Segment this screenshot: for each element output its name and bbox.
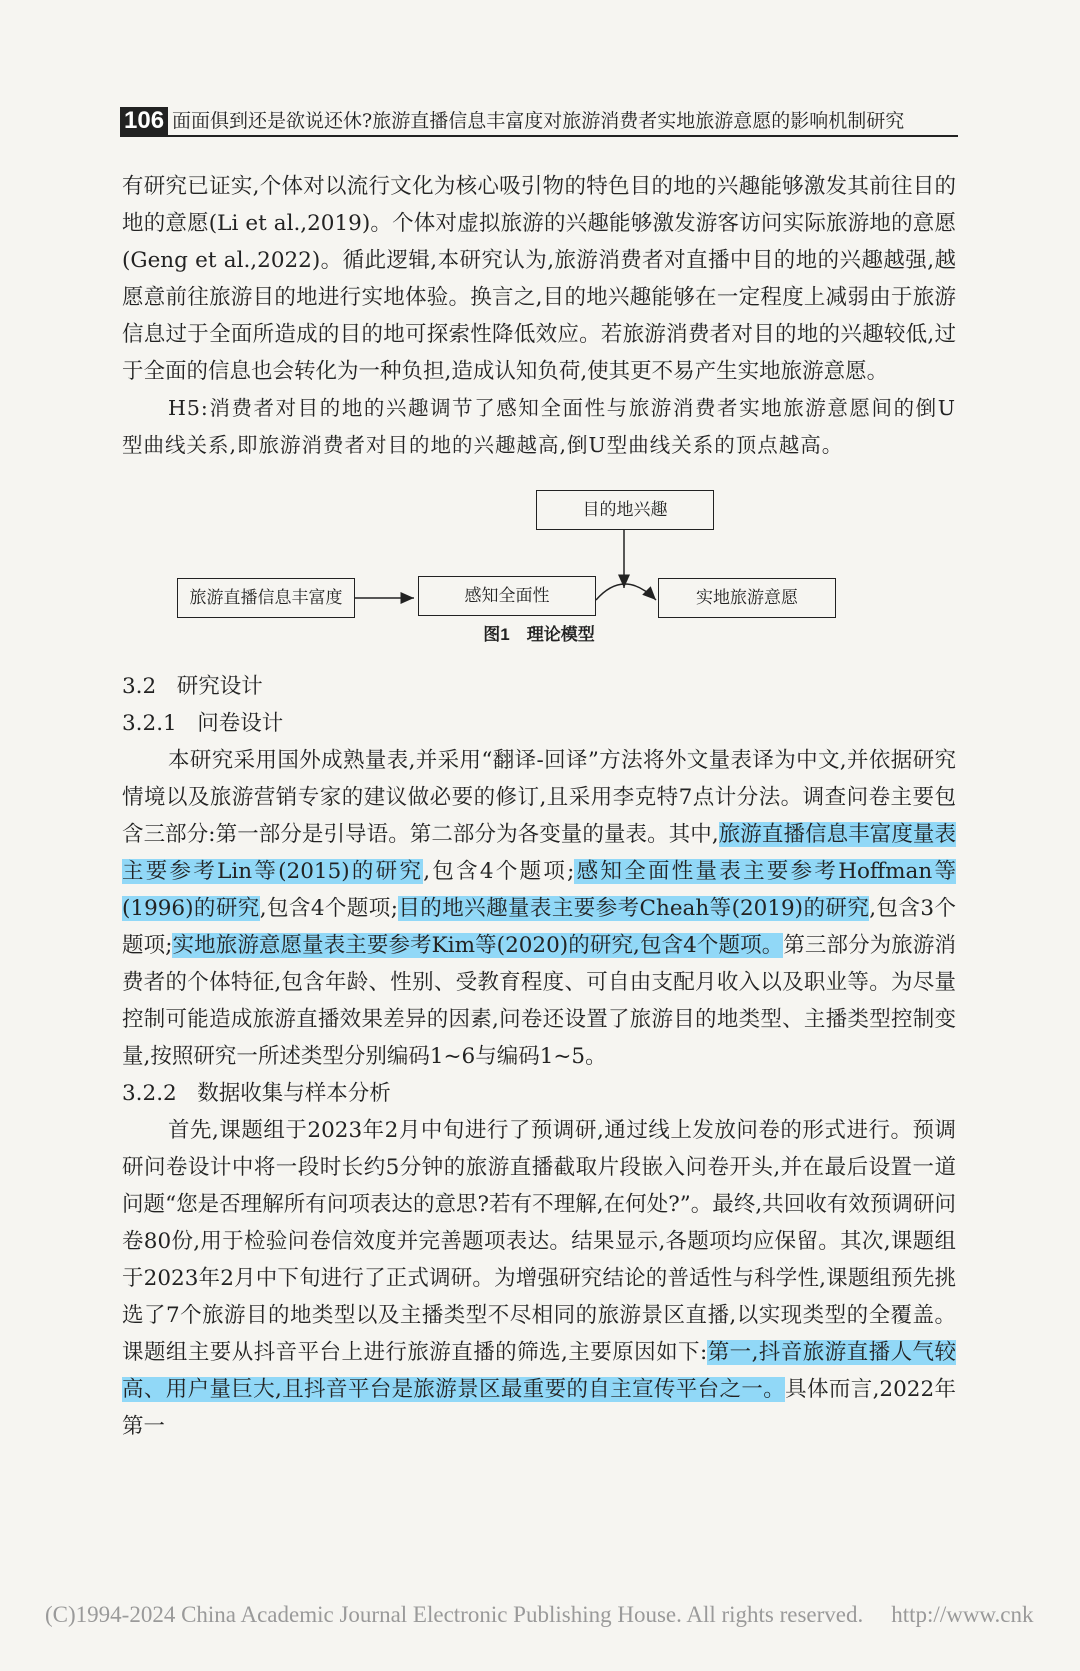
text-span: ,包含3个题项; [122,896,956,958]
article-body [122,168,956,1445]
text-span: 首先,课题组于2023年2月中旬进行了预调研,通过线上发放问卷的形式进行。预调研问卷设计中将一段时长约5分钟的旅游直播截取片段嵌入问卷开头,并在最后设置一道问题“您是否理解所有问项表达的意思?若有不理解,在何处?”。最终,共回收有效预调研问卷80份,用于检验问卷信效度并完善题项表达。结果显示,各题项均应保留。其次,课题组于2023年2月中下旬进行了正式调研。为增强研究结论的普适性与科学性,课题组预先挑选了7个旅游目的地类型以及主播类型不尽相同的旅游景区直播,以实现类型的全覆盖。课题组主要从抖音平台上进行旅游直播的筛选,主要原因如下: [122,1118,956,1365]
highlight: 旅游直播信息丰富度量表主要参考Lin等(2015)的研究 [122,822,956,884]
section-heading-3-2 [122,668,956,705]
copyright-text: (C)1994-2024 China Academic Journal Electronic Publishing House. All rights reserved. [45,1602,864,1627]
footer-url[interactable]: http://www.cnk [891,1602,1034,1627]
text-span: 本研究采用国外成熟量表,并采用“翻译-回译”方法将外文量表译为中文,并依据研究情境以及旅游营销专家的建议做必要的修订,且采用李克特7点计分法。调查问卷主要包含三部分:第一部分是引导语。第二部分为各变量的量表。其中, [122,748,956,847]
text-span: 第三部分为旅游消费者的个体特征,包含年龄、性别、受教育程度、可自由支配月收入以及职业等。为尽量控制可能造成旅游直播效果差异的因素,问卷还设置了旅游目的地类型、主播类型控制变量,按照研究一所述类型分别编码1~6与编码1~5。 [122,933,956,1069]
section-number: 3.2.2 [122,1081,177,1106]
box-richness: 旅游直播信息丰富度 [177,578,355,618]
hypothesis-h5: H5:消费者对目的地的兴趣调节了感知全面性与旅游消费者实地旅游意愿间的倒U型曲线关系,即旅游消费者对目的地的兴趣越高,倒U型曲线关系的顶点越高。 [122,396,956,457]
section-number: 3.2 [122,674,157,699]
section-heading-3-2-2 [122,1075,956,1112]
text-span: ,包含4个题项; [423,859,575,884]
highlight: 实地旅游意愿量表主要参考Kim等(2020)的研究,包含4个题项。 [172,933,784,958]
text-span: 具体而言,2022年第一 [122,1377,956,1439]
highlight: 第一,抖音旅游直播人气较高、用户量巨大,且抖音平台是旅游景区最重要的自主宣传平台之一。 [122,1340,956,1402]
running-title: 面面俱到还是欲说还休?旅游直播信息丰富度对旅游消费者实地旅游意愿的影响机制研究 [172,110,905,132]
section-heading-3-2-1 [122,705,956,742]
section-title: 数据收集与样本分析 [197,1081,391,1106]
box-intention: 实地旅游意愿 [658,578,836,618]
highlight: 感知全面性量表主要参考Hoffman等(1996)的研究 [122,859,956,921]
text-span: ,包含4个题项; [259,896,398,921]
paragraph-questionnaire-design [122,742,956,1075]
section-title: 研究设计 [176,674,263,699]
section-title: 问卷设计 [197,711,284,736]
box-comprehensiveness: 感知全面性 [418,576,596,616]
paragraph-data-collection [122,1112,956,1445]
box-interest: 目的地兴趣 [536,490,714,530]
highlight: 目的地兴趣量表主要参考Cheah等(2019)的研究 [397,896,870,921]
copyright-footer [45,1602,1080,1628]
curve-comprehensiveness-to-intention [596,584,656,600]
section-number: 3.2.1 [122,711,177,736]
running-header [120,105,958,137]
theory-model-figure [122,468,956,668]
page-number: 106 [120,107,168,135]
figure-caption: 图1 理论模型 [483,625,595,644]
intro-paragraph: 有研究已证实,个体对以流行文化为核心吸引物的特色目的地的兴趣能够激发其前往目的地的意愿(Li et al.,2019)。个体对虚拟旅游的兴趣能够激发游客访问实际旅游地的意愿(Geng et al.,2022)。循此逻辑,本研究认为,旅游消费者对直播中目的地的兴趣越强,越愿意前往旅游目的地进行实地体验。换言之,目的地兴趣能够在一定程度上减弱由于旅游信息过于全面所造成的目的地可探索性降低效应。若旅游消费者对目的地的兴趣较低,过于全面的信息也会转化为一种负担,造成认知负荷,使其更不易产生实地旅游意愿。 [122,174,956,384]
